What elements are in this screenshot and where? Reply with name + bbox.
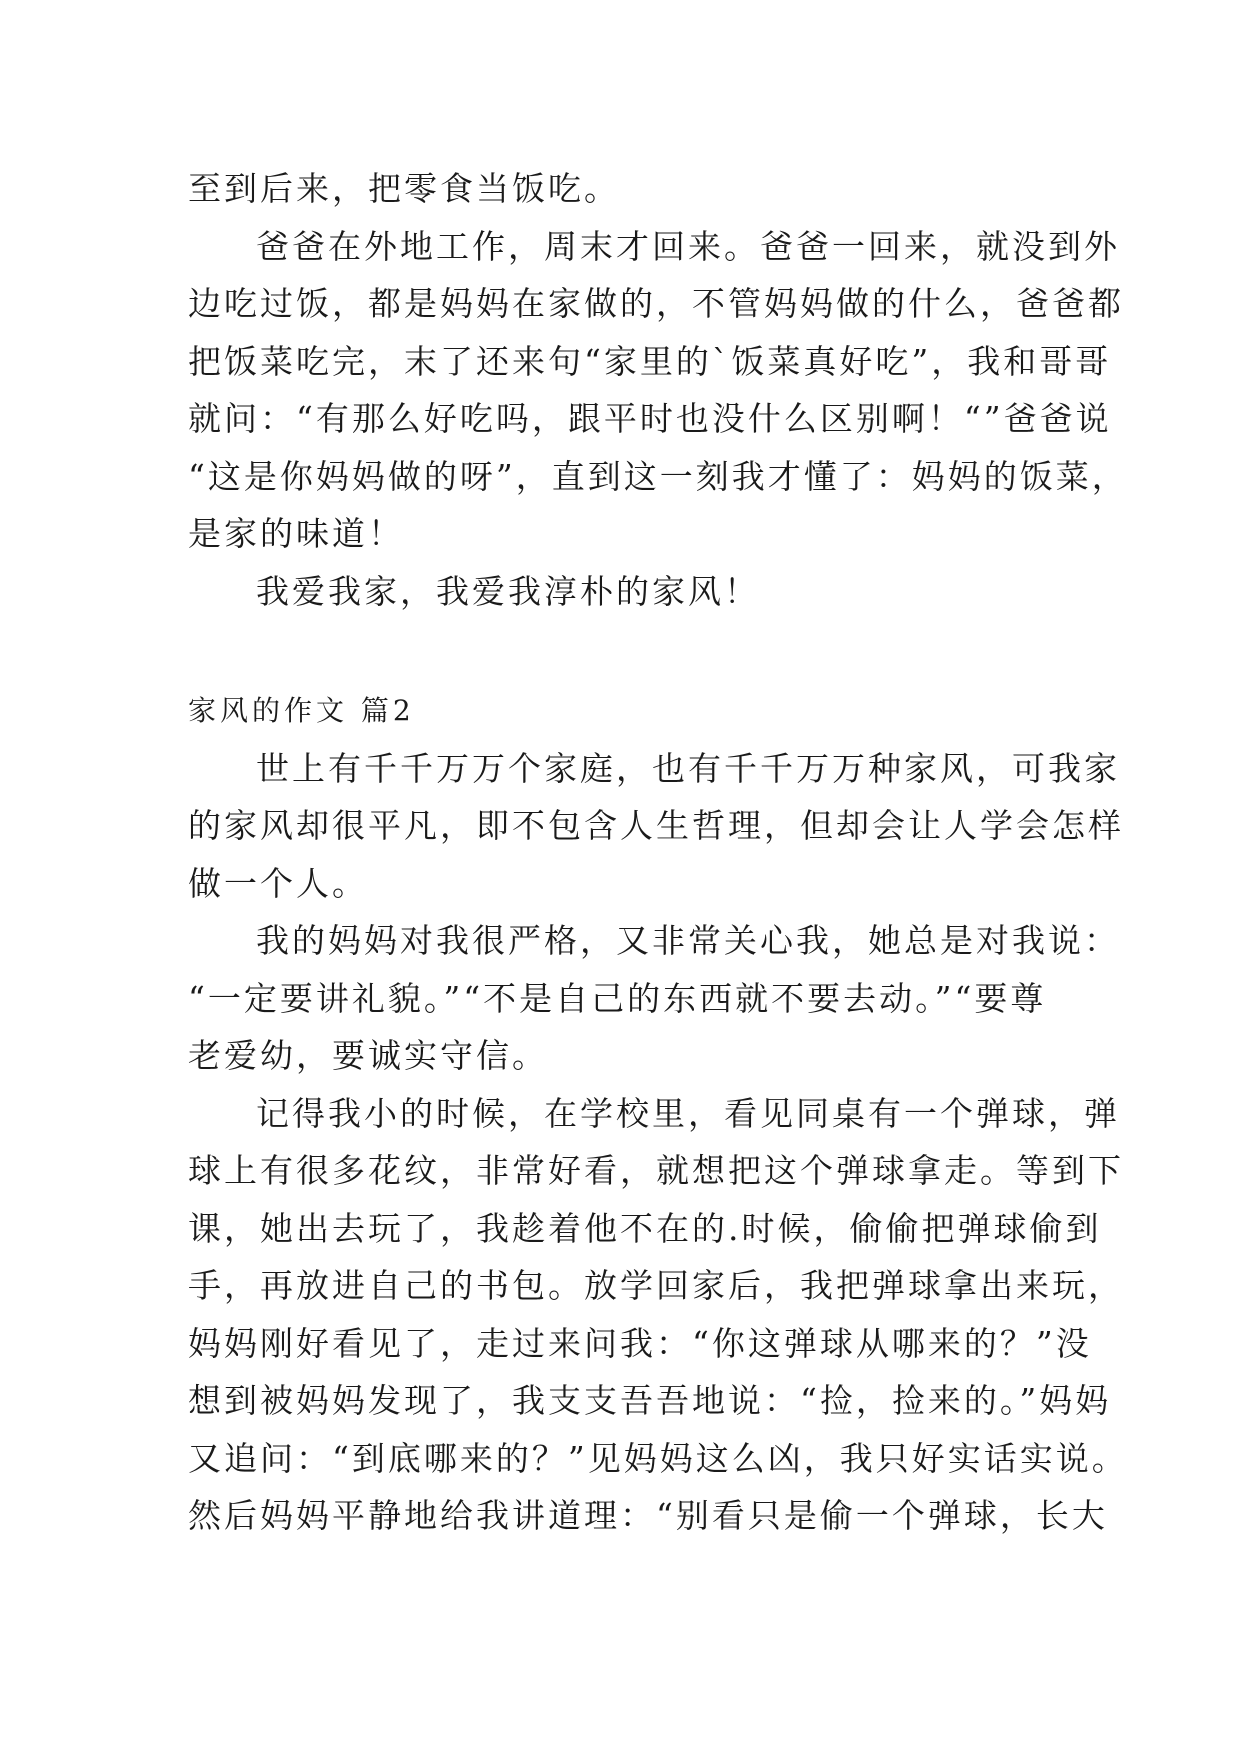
text-line: 球上有很多花纹，非常好看，就想把这个弹球拿走。等到下 — [188, 1151, 1124, 1190]
text-line: 妈妈刚好看见了，走过来问我：“你这弹球从哪来的？”没 — [188, 1324, 1092, 1363]
paragraph-start-line: 世上有千千万万个家庭，也有千千万万种家风，可我家 — [256, 749, 1120, 788]
paragraph-start-line: 记得我小的时候，在学校里，看见同桌有一个弹球，弹 — [256, 1094, 1120, 1133]
paragraph-start-line: 爸爸在外地工作，周末才回来。爸爸一回来，就没到外 — [256, 227, 1120, 266]
text-line: 边吃过饭，都是妈妈在家做的，不管妈妈做的什么，爸爸都 — [188, 284, 1124, 323]
text-line: 就问：“有那么好吃吗，跟平时也没什么区别啊！“”爸爸说 — [188, 399, 1112, 438]
text-line: 的家风却很平凡，即不包含人生哲理，但却会让人学会怎样 — [188, 806, 1124, 845]
text-line: 想到被妈妈发现了，我支支吾吾地说：“捡，捡来的。”妈妈 — [188, 1381, 1112, 1420]
section-heading: 家风的作文 篇2 — [188, 694, 415, 727]
text-line: 至到后来，把零食当饭吃。 — [188, 169, 620, 208]
paragraph-start-line: 我的妈妈对我很严格，又非常关心我，她总是对我说： — [256, 921, 1120, 960]
text-line: 是家的味道！ — [188, 514, 404, 553]
text-line: 把饭菜吃完，末了还来句“家里的`饭菜真好吃”，我和哥哥 — [188, 342, 1112, 381]
text-line: 又追问：“到底哪来的？”见妈妈这么凶，我只好实话实说。 — [188, 1439, 1128, 1478]
text-line: 做一个人。 — [188, 864, 368, 903]
text-line: 老爱幼，要诚实守信。 — [188, 1036, 548, 1075]
text-line: 然后妈妈平静地给我讲道理：“别看只是偷一个弹球，长大 — [188, 1496, 1108, 1535]
text-line: 课，她出去玩了，我趁着他不在的.时候，偷偷把弹球偷到 — [188, 1209, 1102, 1248]
paragraph-start-line: 我爱我家，我爱我淳朴的家风！ — [256, 572, 760, 611]
text-line: 手，再放进自己的书包。放学回家后，我把弹球拿出来玩， — [188, 1266, 1124, 1305]
text-line: “一定要讲礼貌。”“不是自己的东西就不要去动。”“要尊 — [188, 979, 1047, 1018]
text-line: “这是你妈妈做的呀”，直到这一刻我才懂了：妈妈的饭菜， — [188, 457, 1128, 496]
